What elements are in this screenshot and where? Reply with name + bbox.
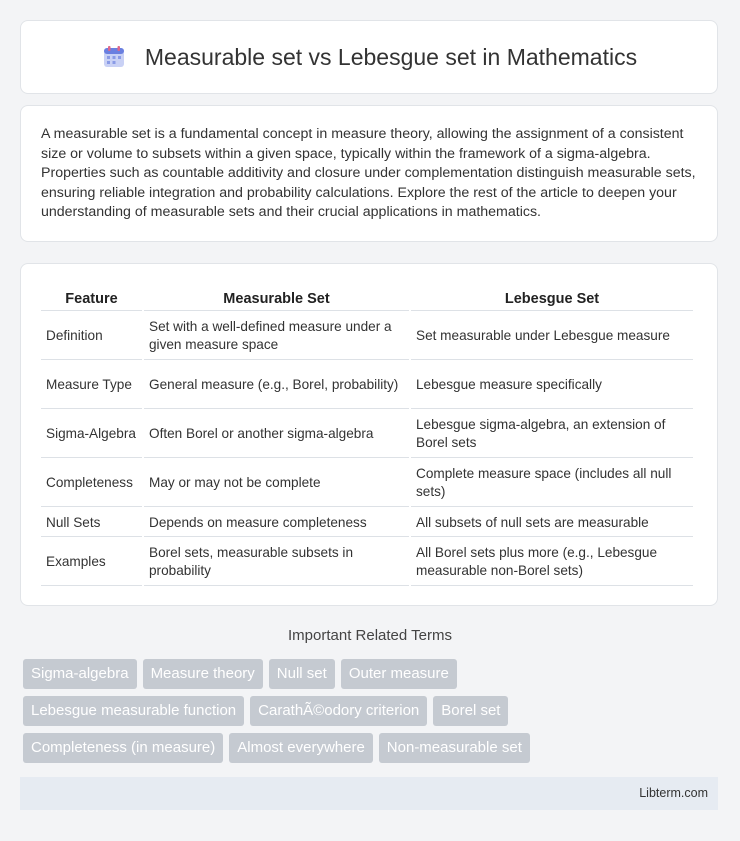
footer-site-link[interactable]: Libterm.com (639, 786, 708, 800)
cell-lebesgue: Lebesgue measure specifically (411, 362, 693, 409)
footer (20, 777, 718, 810)
table-row (41, 460, 693, 507)
table-row (41, 509, 693, 537)
tag-non-measurable-set[interactable]: Non-measurable set (379, 733, 530, 763)
tag-null-set[interactable]: Null set (269, 659, 335, 689)
cell-measurable: General measure (e.g., Borel, probability) (144, 362, 409, 409)
table-row (41, 313, 693, 360)
header-measurable-set: Measurable Set (144, 286, 409, 311)
tag-lebesgue-measurable-function[interactable]: Lebesgue measurable function (23, 696, 244, 726)
page-title (101, 44, 637, 71)
table-row (41, 362, 693, 409)
tag-borel-set[interactable]: Borel set (433, 696, 508, 726)
cell-feature: Definition (41, 313, 142, 360)
cell-lebesgue: Complete measure space (includes all null sets) (411, 460, 693, 507)
header-feature: Feature (41, 286, 142, 311)
cell-measurable: Often Borel or another sigma-algebra (144, 411, 409, 458)
comparison-table (39, 284, 695, 588)
tag-row (23, 696, 723, 726)
intro-paragraph: A measurable set is a fundamental concept in measure theory, allowing the assignment of a consistent size or volume to subsets within a given space, typically within the framework of a sigma-algebra. Properties such as countable additivity and closure under complementation distinguish measurable sets, ensuring reliable integration and probability calculations. Explore the rest of the article to deepen your understanding of measurable sets and their crucial applications in mathematics. (41, 126, 696, 220)
cell-lebesgue: All subsets of null sets are measurable (411, 509, 693, 537)
cell-feature: Sigma-Algebra (41, 411, 142, 458)
table-row (41, 539, 693, 586)
intro-card (20, 105, 718, 242)
cell-measurable: Borel sets, measurable subsets in probability (144, 539, 409, 586)
tag-almost-everywhere[interactable]: Almost everywhere (229, 733, 373, 763)
table-row (41, 411, 693, 458)
cell-feature: Examples (41, 539, 142, 586)
calendar-icon (101, 44, 127, 70)
tag-outer-measure[interactable]: Outer measure (341, 659, 457, 689)
cell-feature: Completeness (41, 460, 142, 507)
tag-caratheodory-criterion[interactable]: CarathÃ©odory criterion (250, 696, 427, 726)
tag-sigma-algebra[interactable]: Sigma-algebra (23, 659, 137, 689)
cell-lebesgue: All Borel sets plus more (e.g., Lebesgue measurable non-Borel sets) (411, 539, 693, 586)
comparison-card (20, 263, 718, 606)
cell-measurable: May or may not be complete (144, 460, 409, 507)
title-card (20, 20, 718, 94)
tag-measure-theory[interactable]: Measure theory (143, 659, 263, 689)
cell-lebesgue: Set measurable under Lebesgue measure (411, 313, 693, 360)
header-lebesgue-set: Lebesgue Set (411, 286, 693, 311)
tag-row (23, 733, 723, 763)
cell-measurable: Depends on measure completeness (144, 509, 409, 537)
cell-feature: Measure Type (41, 362, 142, 409)
cell-measurable: Set with a well-defined measure under a given measure space (144, 313, 409, 360)
related-terms-list (23, 659, 723, 770)
tag-row (23, 659, 723, 689)
table-header-row (41, 286, 693, 311)
cell-lebesgue: Lebesgue sigma-algebra, an extension of Borel sets (411, 411, 693, 458)
cell-feature: Null Sets (41, 509, 142, 537)
tag-completeness[interactable]: Completeness (in measure) (23, 733, 223, 763)
page-title-text: Measurable set vs Lebesgue set in Mathematics (144, 43, 638, 70)
related-terms-title: Important Related Terms (288, 627, 452, 644)
